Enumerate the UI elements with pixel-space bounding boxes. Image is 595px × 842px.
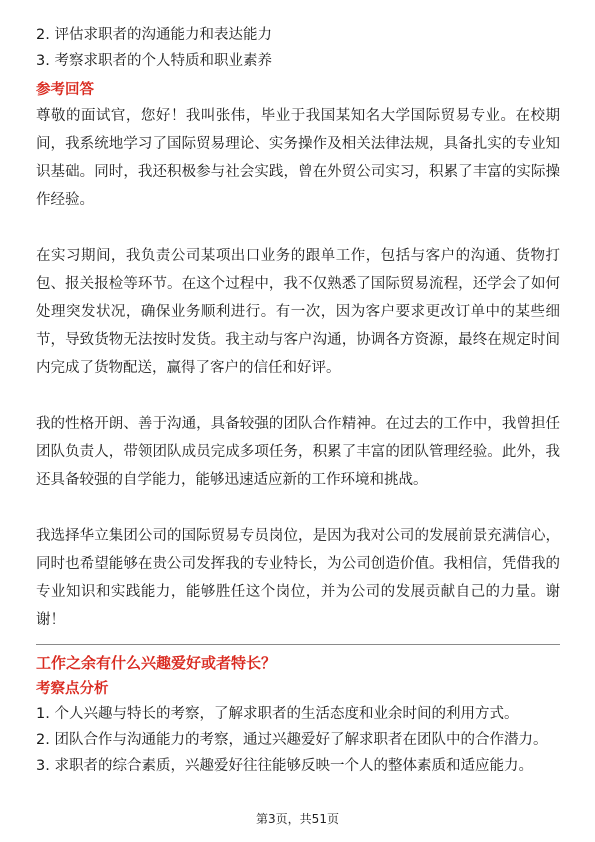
answer-paragraph: 我的性格开朗、善于沟通，具备较强的团队合作精神。在过去的工作中，我曾担任团队负责人，带领团队成员完成多项任务，积累了丰富的团队管理经验。此外，我还具备较强的自学能力，能够迅速适应新的工作环境和挑战。 <box>36 416 560 488</box>
answer-heading: 参考回答 <box>36 82 94 98</box>
list-item: 2. 团队合作与沟通能力的考察，通过兴趣爱好了解求职者在团队中的合作潜力。 <box>36 732 548 748</box>
paragraph-gap <box>36 494 560 522</box>
list-item: 2. 评估求职者的沟通能力和表达能力 <box>36 27 272 43</box>
analysis-heading: 考察点分析 <box>36 681 109 697</box>
page-number: 第3页，共51页 <box>256 812 339 826</box>
list-item: 1. 个人兴趣与特长的考察，了解求职者的生活态度和业余时间的利用方式。 <box>36 706 519 722</box>
paragraph-gap <box>36 214 560 242</box>
list-item: 3. 求职者的综合素质，兴趣爱好往往能够反映一个人的整体素质和适应能力。 <box>36 758 533 774</box>
page-content <box>36 22 560 779</box>
answer-paragraph: 我选择华立集团公司的国际贸易专员岗位，是因为我对公司的发展前景充满信心，同时也希望能够在贵公司发挥我的专业特长，为公司创造价值。我相信，凭借我的专业知识和实践能力，能够胜任这个岗位，并为公司的发展贡献自己的力量。谢谢！ <box>36 528 560 628</box>
question-title: 工作之余有什么兴趣爱好或者特长？ <box>36 654 277 672</box>
answer-paragraph: 在实习期间，我负责公司某项出口业务的跟单工作，包括与客户的沟通、货物打包、报关报检等环节。在这个过程中，我不仅熟悉了国际贸易流程，还学会了如何处理突发状况，确保业务顺利进行。有一次，因为客户要求更改订单中的某些细节，导致货物无法按时发货。我主动与客户沟通，协调各方资源，最终在规定时间内完成了货物配送，赢得了客户的信任和好评。 <box>36 248 560 376</box>
list-item: 3. 考察求职者的个人特质和职业素养 <box>36 53 272 69</box>
paragraph-gap <box>36 382 560 410</box>
answer-paragraph: 尊敬的面试官，您好！我叫张伟，毕业于我国某知名大学国际贸易专业。在校期间，我系统地学习了国际贸易理论、实务操作及相关法律法规，具备扎实的专业知识基础。同时，我还积极参与社会实践，曾在外贸公司实习，积累了丰富的实际操作经验。 <box>36 108 560 208</box>
section-divider <box>36 644 560 645</box>
